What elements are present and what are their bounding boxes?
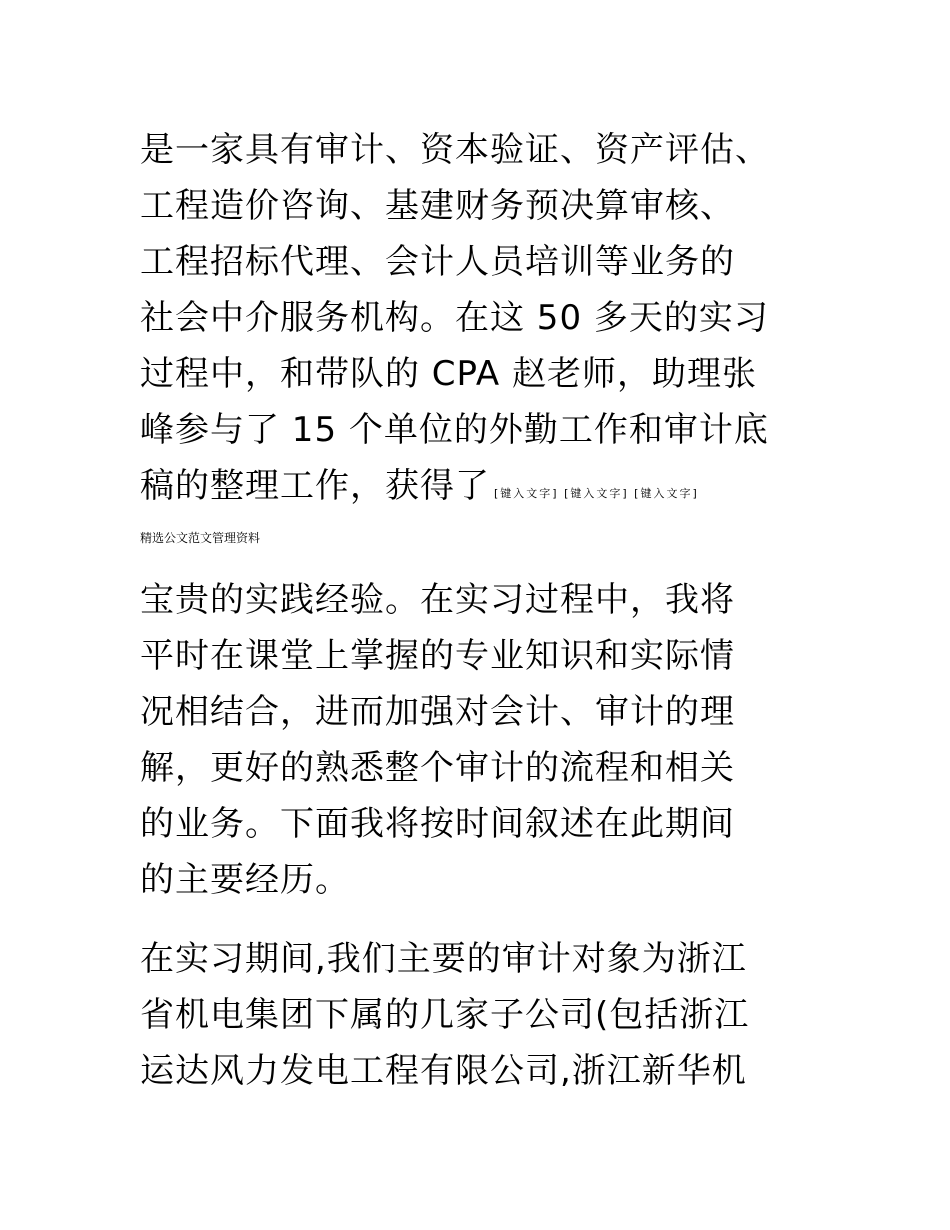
text-line: 的业务。下面我将按时间叙述在此期间: [140, 804, 735, 844]
text-line: 运达风力发电工程有限公司,浙江新华机: [140, 1051, 747, 1091]
text-line: 况相结合，进而加强对会计、审计的理: [140, 692, 735, 732]
paragraph-2: [140, 572, 820, 908]
text-line: 省机电集团下属的几家子公司(包括浙江: [140, 995, 750, 1035]
paragraph-1: [140, 122, 820, 514]
text-line: 工程招标代理、会计人员培训等业务的: [140, 242, 735, 282]
text-line-with-tags: [140, 458, 820, 514]
text-line: 宝贵的实践经验。在实习过程中，我将: [140, 580, 735, 620]
text-line: 过程中，和带队的 CPA 赵老师，助理张: [140, 354, 757, 394]
header-placeholder-tags: [键入文字] [键入文字] [键入文字]: [494, 487, 699, 500]
text-line: 平时在课堂上掌握的专业知识和实际情: [140, 636, 735, 676]
text-line: 是一家具有审计、资本验证、资产评估、: [140, 130, 770, 170]
text-line: 社会中介服务机构。在这 50 多天的实习: [140, 298, 769, 338]
text-line: 峰参与了 15 个单位的外勤工作和审计底: [140, 410, 769, 450]
text-line: 工程造价咨询、基建财务预决算审核、: [140, 186, 735, 226]
text-line: 解，更好的熟悉整个审计的流程和相关: [140, 748, 735, 788]
paragraph-3: [140, 931, 820, 1099]
text-line: 稿的整理工作，获得了: [140, 466, 490, 506]
footer-note: 精选公文范文管理资料: [140, 531, 261, 545]
text-line: 在实习期间,我们主要的审计对象为浙江: [140, 939, 747, 979]
text-line: 的主要经历。: [140, 860, 350, 900]
